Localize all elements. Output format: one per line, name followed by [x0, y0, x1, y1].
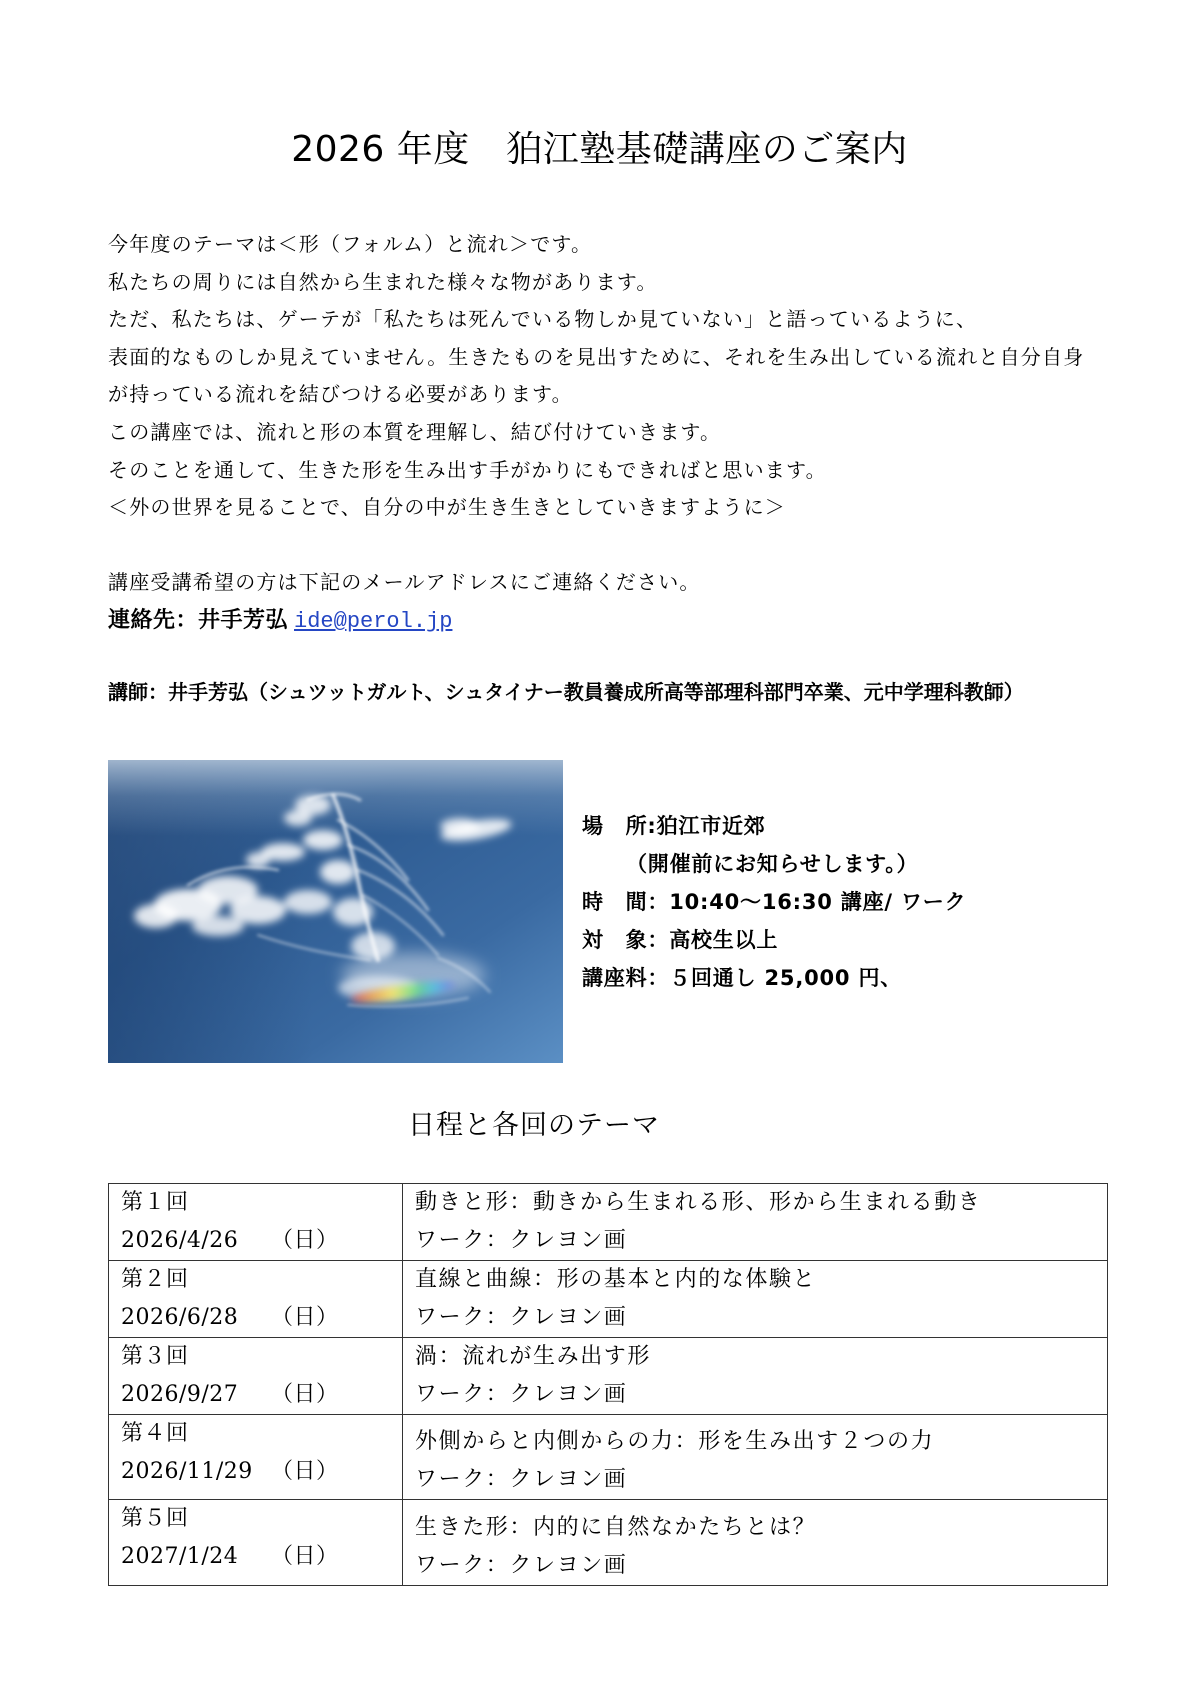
intro-line: 私たちの周りには自然から生まれた様々な物があります。: [108, 269, 658, 294]
session-number: 第２回: [121, 1267, 189, 1292]
contact-prompt: 講座受講希望の方は下記のメールアドレスにご連絡ください。: [108, 570, 701, 594]
schedule-heading: 日程と各回のテーマ: [408, 1110, 660, 1141]
session-date: 2026/9/27: [121, 1382, 239, 1407]
table-row: [109, 1415, 1108, 1500]
session-number: 第５回: [121, 1506, 189, 1531]
contact-email-link[interactable]: ide@perol.jp: [294, 609, 453, 634]
session-cell: [109, 1184, 403, 1261]
session-theme: 動きと形：動きから生まれる形、形から生まれる動き: [415, 1190, 982, 1215]
session-cell: [109, 1338, 403, 1415]
session-work: ワーク：クレヨン画: [415, 1467, 628, 1492]
session-work: ワーク：クレヨン画: [415, 1553, 628, 1578]
session-cell: [109, 1261, 403, 1338]
session-day: （日）: [271, 1228, 339, 1253]
session-date-line: [121, 1222, 390, 1260]
detail-target: 対 象：高校生以上: [582, 928, 779, 952]
session-work: ワーク：クレヨン画: [415, 1305, 628, 1330]
session-number: 第１回: [121, 1190, 189, 1215]
cloud-photo: [108, 760, 563, 1063]
contact-label: 連絡先：井手芳弘: [108, 608, 289, 633]
table-row: [109, 1261, 1108, 1338]
theme-cell: [403, 1500, 1108, 1586]
session-work: ワーク：クレヨン画: [415, 1228, 628, 1253]
session-theme: 渦：流れが生み出す形: [415, 1344, 652, 1369]
session-theme: 外側からと内側からの力：形を生み出す２つの力: [415, 1429, 935, 1454]
contact-line: [108, 602, 452, 641]
session-date-line: [121, 1453, 390, 1491]
detail-fee: 講座料：５回通し 25,000 円、: [582, 966, 903, 990]
detail-time: 時 間：10:40～16:30 講座/ ワーク: [582, 890, 967, 914]
session-cell: [109, 1415, 403, 1500]
session-date: 2027/1/24: [121, 1544, 239, 1569]
intro-line: ただ、私たちは、ゲーテが「私たちは死んでいる物しか見ていない」と語っているように、: [108, 307, 978, 332]
session-day: （日）: [271, 1382, 339, 1407]
table-row: [109, 1500, 1108, 1586]
session-date: 2026/11/29: [121, 1459, 253, 1484]
session-theme: 直線と曲線：形の基本と内的な体験と: [415, 1267, 817, 1292]
table-row: [109, 1184, 1108, 1261]
event-details: [582, 807, 966, 997]
session-day: （日）: [271, 1544, 339, 1569]
session-date-line: [121, 1538, 390, 1576]
session-day: （日）: [271, 1459, 339, 1484]
intro-line: ＜外の世界を見ることで、自分の中が生き生きとしていきますように＞: [108, 495, 786, 520]
session-date: 2026/6/28: [121, 1305, 239, 1330]
session-date-line: [121, 1299, 390, 1337]
intro-line: 表面的なものしか見えていません。生きたものを見出すために、それを生み出している流れと自分自身: [108, 344, 1085, 369]
detail-place: 場 所:狛江市近郊: [582, 814, 766, 838]
table-row: [109, 1338, 1108, 1415]
intro-line: そのことを通して、生きた形を生み出す手がかりにもできればと思います。: [108, 457, 827, 482]
intro-line: 今年度のテーマは＜形（フォルム）と流れ＞です。: [108, 232, 593, 256]
theme-cell: [403, 1261, 1108, 1338]
detail-place-note: （開催前にお知らせします。）: [626, 852, 919, 876]
theme-cell: [403, 1338, 1108, 1415]
session-work: ワーク：クレヨン画: [415, 1382, 628, 1407]
session-date: 2026/4/26: [121, 1228, 239, 1253]
intro-text: [108, 226, 1084, 527]
schedule-table: [108, 1183, 1108, 1586]
session-number: 第３回: [121, 1344, 189, 1369]
session-theme: 生きた形：内的に自然なかたちとは？: [415, 1515, 817, 1540]
session-cell: [109, 1500, 403, 1586]
theme-cell: [403, 1184, 1108, 1261]
theme-cell: [403, 1415, 1108, 1500]
session-day: （日）: [271, 1305, 339, 1330]
intro-line: この講座では、流れと形の本質を理解し、結び付けていきます。: [108, 419, 722, 444]
session-number: 第４回: [121, 1421, 189, 1446]
instructor-info: 講師：井手芳弘（シュツットガルト、シュタイナー教員養成所高等部理科部門卒業、元中学理科教師）: [108, 680, 1024, 704]
session-date-line: [121, 1376, 390, 1414]
intro-line: が持っている流れを結びつける必要があります。: [108, 382, 573, 407]
page-title: 2026 年度 狛江塾基礎講座のご案内: [291, 129, 908, 170]
